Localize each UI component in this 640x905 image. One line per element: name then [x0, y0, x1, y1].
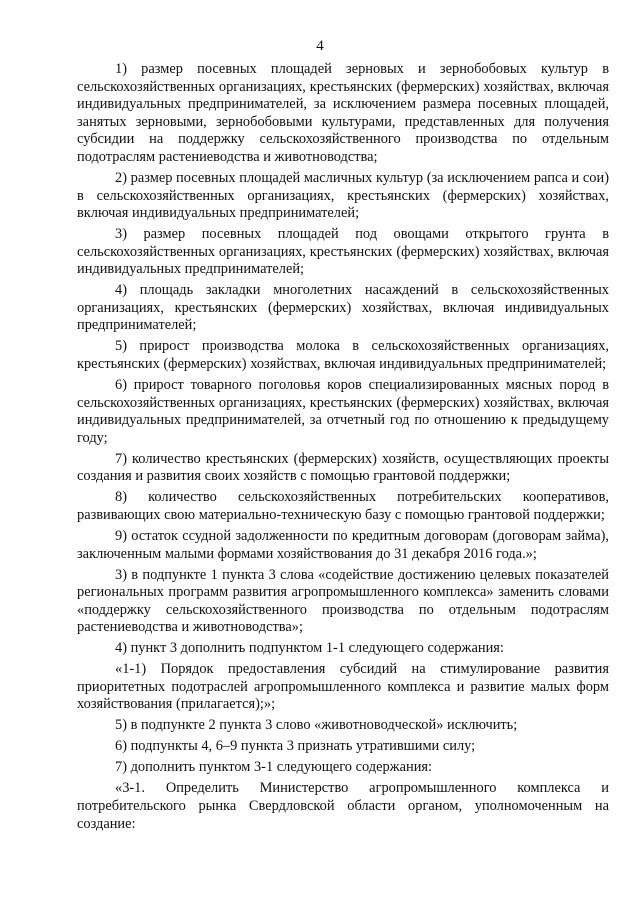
paragraph-8: 8) количество сельскохозяйственных потребительских кооперативов, развивающих свою материально-техническую базу с помощью грантовой поддержки; [77, 489, 609, 523]
paragraph-9: 9) остаток ссудной задолженности по кредитным договорам (договорам займа), заключенным малыми формами хозяйствования до 31 декабря 2016 года.»; [77, 527, 609, 562]
paragraph-10: 3) в подпункте 1 пункта 3 слова «содействие достижению целевых показателей региональных программ развития агропромышленного комплекса» заменить словами «поддержку сельскохозяйственного производства по отдельным подотраслям растениеводства и животноводства»; [77, 566, 609, 636]
paragraph-4: 4) площадь закладки многолетних насаждений в сельскохозяйственных организациях, крестьянских (фермерских) хозяйствах, включая индивидуальных предпринимателей; [77, 282, 609, 334]
paragraph-16: «3-1. Определить Министерство агропромышленного комплекса и потребительского рынка Свердловской области органом, уполномоченным на создание: [77, 780, 609, 832]
paragraph-15: 7) дополнить пунктом 3-1 следующего содержания: [115, 759, 433, 776]
paragraph-11: 4) пункт 3 дополнить подпунктом 1-1 следующего содержания: [115, 640, 504, 657]
paragraph-12: «1-1) Порядок предоставления субсидий на стимулирование развития приоритетных подотраслей агропромышленного комплекса и развитие малых форм хозяйствования (прилагается);»; [77, 661, 609, 713]
paragraph-5: 5) прирост производства молока в сельскохозяйственных организациях, крестьянских (фермерских) хозяйствах, включая индивидуальных предпринимателей; [77, 338, 609, 373]
paragraph-13: 5) в подпункте 2 пункта 3 слово «животноводческой» исключить; [115, 717, 518, 734]
document-body [77, 61, 609, 837]
paragraph-14: 6) подпункты 4, 6–9 пункта 3 признать утратившими силу; [115, 738, 476, 755]
paragraph-2: 2) размер посевных площадей масличных культур (за исключением рапса и сои) в сельскохозяйственных организациях, крестьянских (фермерских) хозяйствах, включая индивидуальных предпринимателей; [77, 169, 609, 222]
paragraph-1: 1) размер посевных площадей зерновых и зернобобовых культур в сельскохозяйственных организациях, крестьянских (фермерских) хозяйствах, включая индивидуальных предпринимателей, за исключением размера посевных площадей, занятых зерновыми, зернобобовыми культурами, представленных для получения субсидии на поддержку сельскохозяйственного производства по отдельным подотраслям растениеводства и животноводства; [77, 61, 609, 165]
page-number: 4 [316, 38, 324, 54]
paragraph-3: 3) размер посевных площадей под овощами открытого грунта в сельскохозяйственных организациях, крестьянских (фермерских) хозяйствах, включая индивидуальных предпринимателей; [77, 226, 609, 278]
paragraph-6: 6) прирост товарного поголовья коров специализированных мясных пород в сельскохозяйственных организациях, крестьянских (фермерских) хозяйствах, включая индивидуальных предпринимателей, за отчетный год по отношению к предыдущему году; [77, 377, 609, 446]
paragraph-7: 7) количество крестьянских (фермерских) хозяйств, осуществляющих проекты создания и развития своих хозяйств с помощью грантовой поддержки; [77, 450, 609, 485]
